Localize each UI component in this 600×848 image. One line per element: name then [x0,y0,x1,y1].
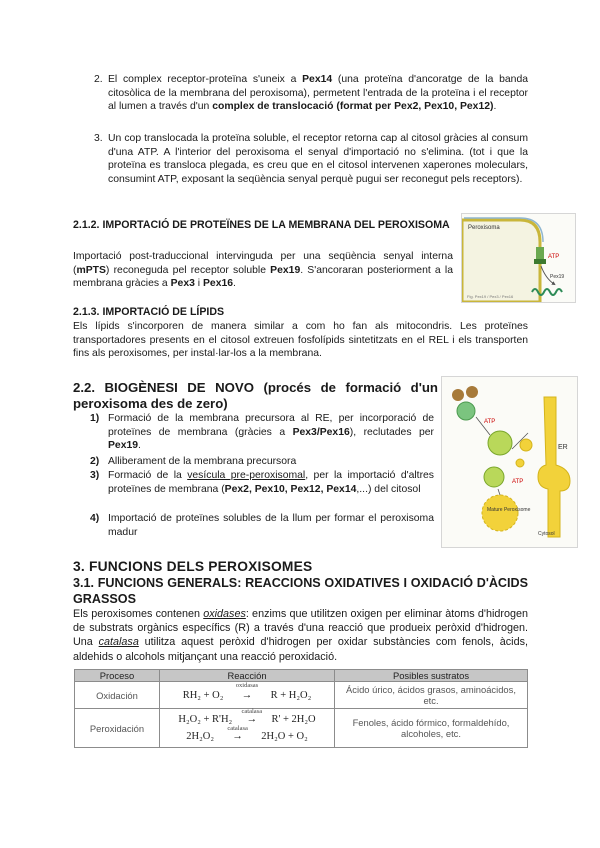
mature-peroxisome [482,495,518,531]
section-heading-2-1-3: 2.1.3. IMPORTACIÓ DE LÍPIDS [73,306,225,318]
vesicle [520,439,532,451]
table-row: Peroxidación H₂O₂ + R'H₂ catalasa → R' + 2H₂O 2H₂O₂ catalasa → 2H₂O + O₂ Fenoles, ácido fórmico, formaldehído, alcoholes, etc. [75,709,528,748]
list-item: Importació de proteïnes solubles de la llum per formar el peroxisoma madur [108,513,434,538]
figure-label: Peroxisoma [468,225,500,231]
section-paragraph: Els peroxisomes contenen oxidases: enzims que utilitzen oxigen per eliminar àtoms d'hidrogen de substrats orgànics específics (R) a través d'una reacció que produeix peròxid d'hidrogen. Una catalasa utilitza aquest peròxid d'hidrogen per oxidar substàncies com fenols, àcids, aldehids o alcohols mitjançant una reacció peroxidació. [73,608,528,663]
section-heading-2-1-2: 2.1.2. IMPORTACIÓ DE PROTEÏNES DE LA MEMBRANA DEL PEROXISOMA [73,219,450,231]
section-heading-3-1: 3.1. FUNCIONS GENERALS: REACCIONS OXIDATIVES I OXIDACIÓ D'ÀCIDS GRASSOS [73,576,528,606]
table-row: Oxidación RH₂ + O₂ oxidasas → R + H₂O₂ Ácido úrico, ácidos grasos, aminoácidos, etc. [75,682,528,709]
list-item-2: El complex receptor-proteïna s'uneix a Pex14 (una proteïna d'ancoratge de la banda citosòlica de la membrana del peroxisoma), permetent l'entrada de la proteïna i el receptor al lumen a través d'un complex de translocació (format per Pex2, Pex10, Pex12). [108,74,528,113]
list-item: Alliberament de la membrana precursora [108,456,297,467]
biogenesis-figure [441,376,578,548]
pex19-import-figure [461,213,576,303]
table-header: Posibles sustratos [335,670,528,682]
peroxisome-membrane [462,220,540,302]
list-item: Formació de la membrana precursora al RE, per incorporació de proteïnes de membrana (gràcies a Pex3/Pex16), reclutades per Pex19. [108,413,434,452]
section-heading-3: 3. FUNCIONS DELS PEROXISOMES [73,559,313,574]
list-number: 3. [94,133,103,144]
table-header: Reacción [160,670,335,682]
list-number: 2. [94,74,103,85]
svg-text:Fig. Pex19 / Pex3 / Pex16: Fig. Pex19 / Pex3 / Pex16 [467,294,514,299]
section-paragraph: Importació post-traduccional intervinguda per una seqüència senyal interna (mPTS) reconeguda pel receptor soluble Pex19. S'ancoraran posteriorment a la membrana gràcies a Pex3 i Pex16. [73,251,453,290]
section-paragraph: Els lípids s'incorporen de manera similar a com ho fan als mitocondris. Les proteïnes transportadores presents en el citosol extreuen fosfolípids sintetitzats en el REL i els transporten fins als peroxisomes, per instal·lar-los a la membrana. [73,321,528,360]
svg-text:ATP: ATP [512,479,524,485]
mature-label: Mature Peroxisome [487,507,531,513]
list-number: 3) [90,470,100,481]
reactions-table [74,669,528,748]
atp-label: ATP [548,254,560,260]
svg-text:Cytosol: Cytosol [538,531,555,537]
svg-text:Pex19: Pex19 [550,274,565,280]
list-number: 1) [90,413,100,424]
vesicle [516,459,524,467]
pex3-protein [536,247,544,259]
svg-text:ATP: ATP [484,419,496,425]
section-heading-2-2: 2.2. BIOGÈNESI DE NOVO (procés de formació d'un peroxisoma des de zero) [73,380,438,411]
table-header: Proceso [75,670,160,682]
import-complex [457,402,475,420]
list-number: 2) [90,456,100,467]
svg-text:ER: ER [558,444,568,451]
list-item-3: Un cop translocada la proteïna soluble, el receptor retorna cap al citosol gràcies al consum d'una ATP. A l'interior del peroxisoma el senyal d'importació no s'elimina. (tot i que la proteïna es transloca plegada, es creu que en el citosol intervenen xaperones moleculars, consumint ATP, exposant la seqüència senyal perquè pugui ser reconegut pels receptors). [108,133,528,185]
list-item: Formació de la vesícula pre-peroxisomal, per la importació d'altres proteïnes de membrana (Pex2, Pex10, Pex12, Pex14,...) del citosol [108,470,434,495]
pre-peroxisome [488,431,512,455]
er-shape [538,397,570,537]
list-number: 4) [90,513,100,524]
